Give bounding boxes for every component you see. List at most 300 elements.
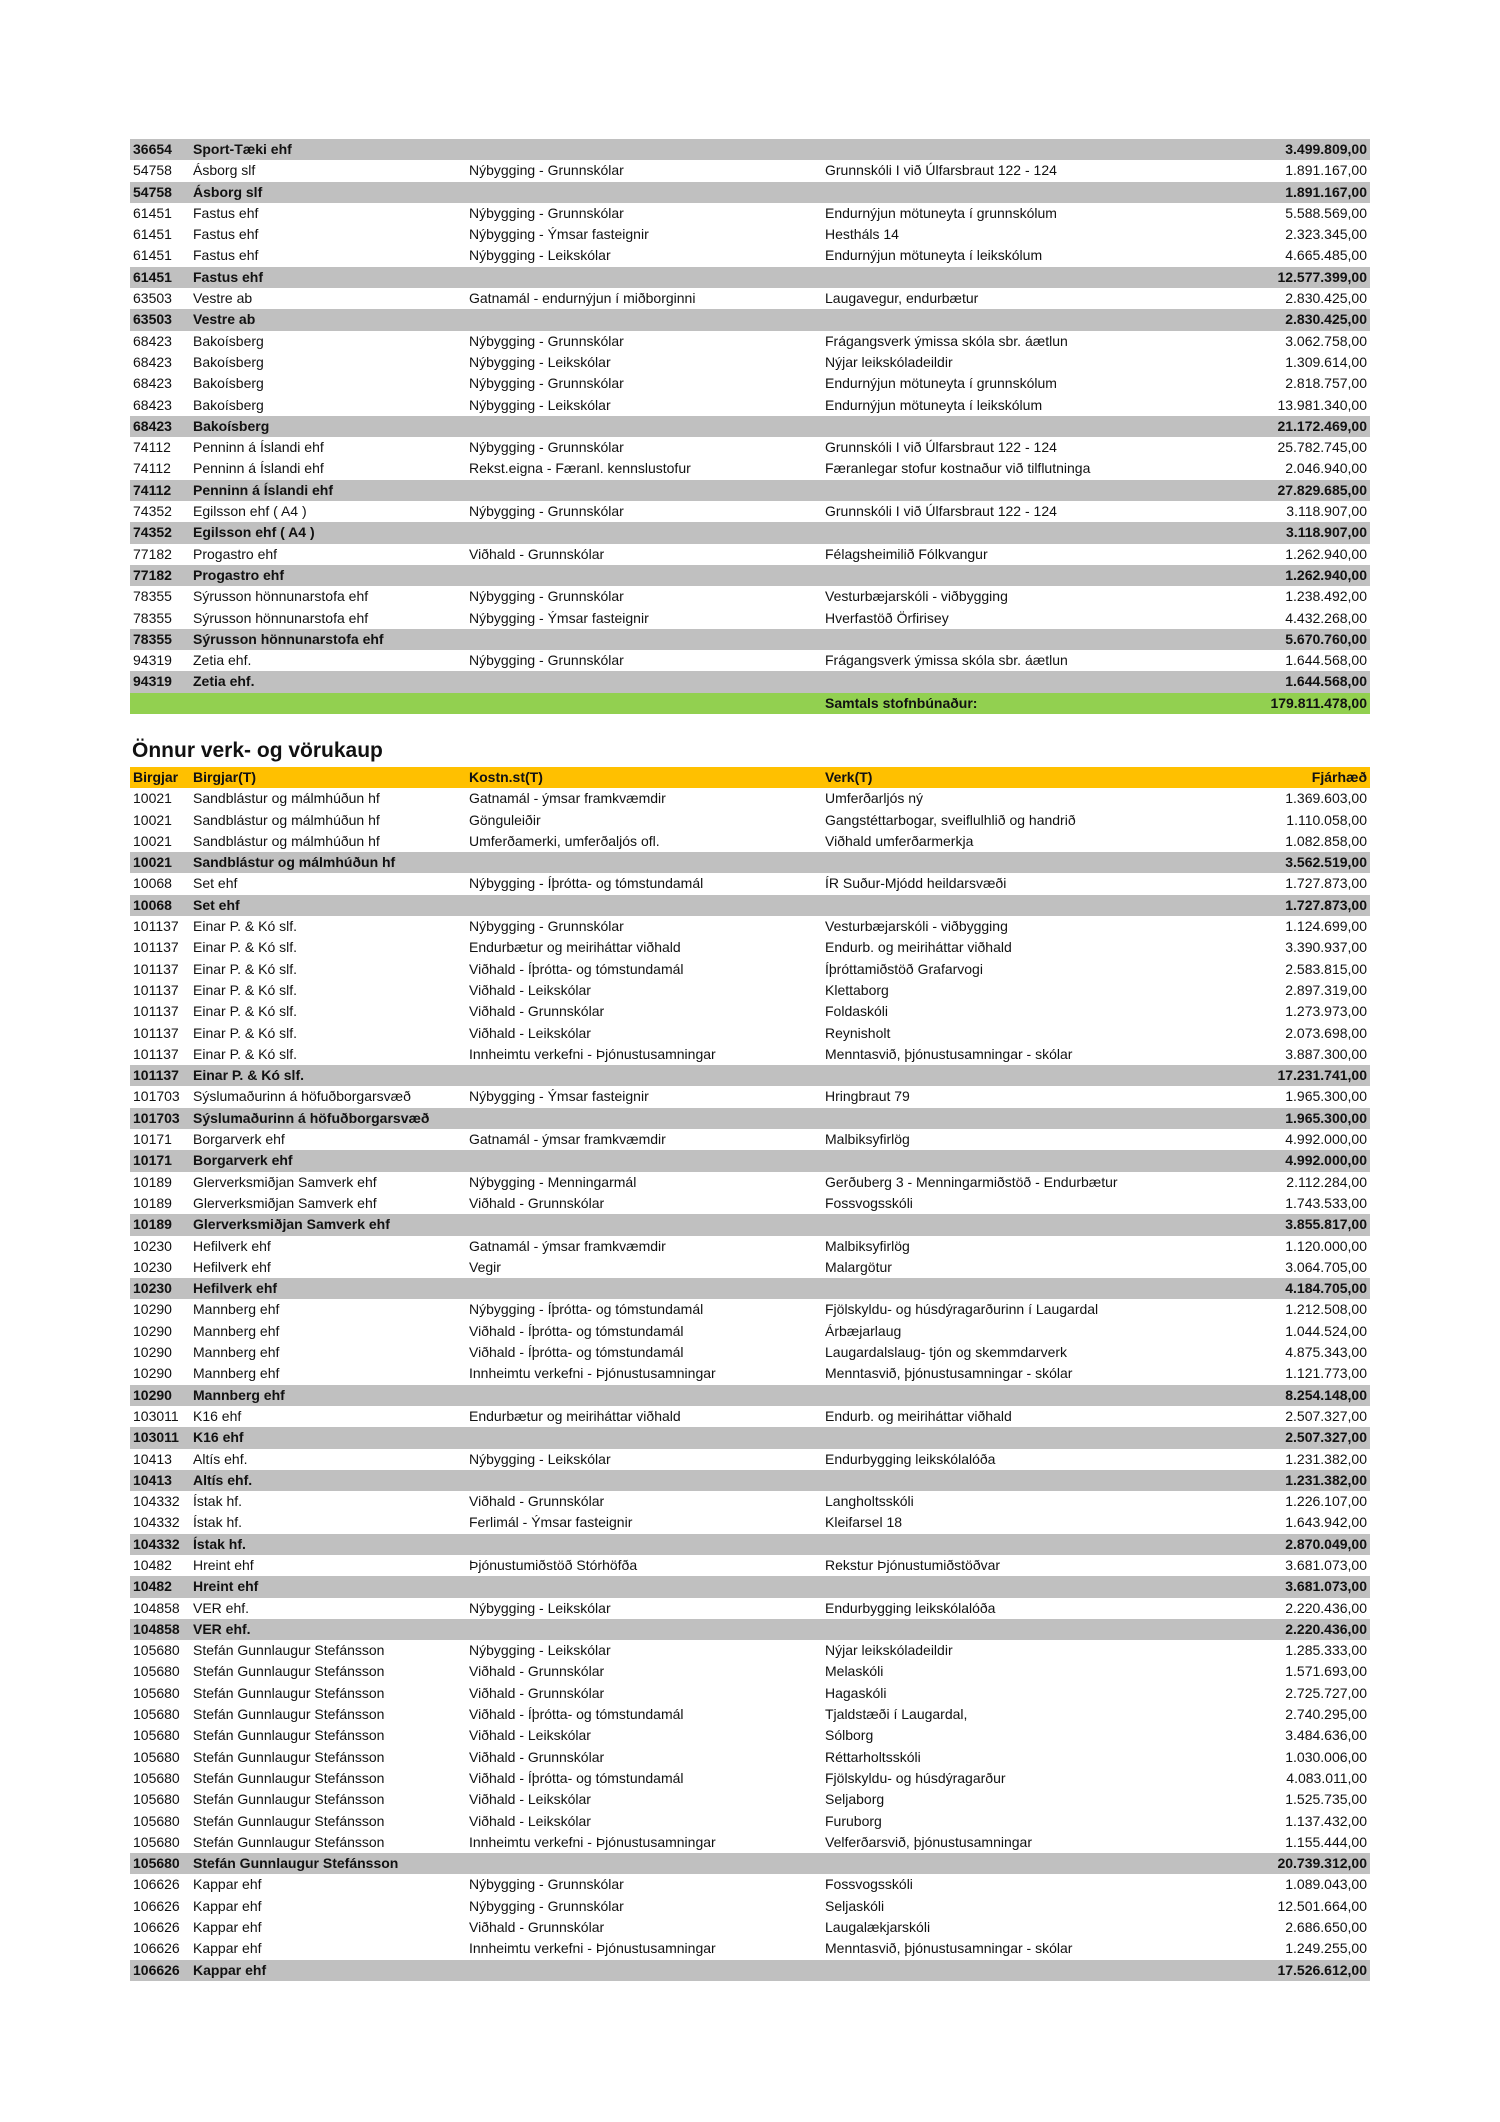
amount-cell: 1.309.614,00 (1285, 353, 1367, 370)
project-cell: Hestháls 14 (825, 226, 899, 243)
amount-cell: 1.273.973,00 (1285, 1003, 1367, 1020)
cost-center-cell: Nýbygging - Grunnskólar (469, 1897, 624, 1914)
amount-cell: 2.583.815,00 (1285, 960, 1367, 977)
cost-center-cell: Gatnamál - endurnýjun í miðborginni (469, 290, 696, 307)
vendor-name-cell: Stefán Gunnlaugur Stefánsson (190, 1853, 466, 1874)
cost-center-cell (466, 1853, 822, 1874)
vendor-name-cell: Kappar ehf (193, 1876, 262, 1893)
table-row (130, 1704, 1370, 1725)
vendor-name-cell: Kappar ehf (190, 1960, 466, 1981)
table-row (130, 1683, 1370, 1704)
cost-center-cell: Nýbygging - Grunnskólar (469, 439, 624, 456)
cost-center-cell: Endurbætur og meiriháttar viðhald (469, 939, 681, 956)
cost-center-cell: Umferðamerki, umferðaljós ofl. (469, 832, 660, 849)
cost-center-cell: Þjónustumiðstöð Stórhöfða (469, 1556, 638, 1573)
table-row (130, 937, 1370, 958)
vendor-id-cell: 10021 (133, 832, 172, 849)
vendor-name-cell: Fastus ehf (190, 267, 466, 288)
vendor-name-cell: Stefán Gunnlaugur Stefánsson (193, 1812, 385, 1829)
project-cell (822, 1065, 1248, 1086)
amount-cell: 1.262.940,00 (1248, 565, 1370, 586)
subtotal-row (130, 1576, 1370, 1597)
vendor-id-cell: 104858 (133, 1599, 180, 1616)
table-row (130, 959, 1370, 980)
vendor-id-cell: 94319 (130, 671, 190, 692)
cost-center-cell: Nýbygging - Grunnskólar (469, 1876, 624, 1893)
amount-cell: 4.665.485,00 (1285, 247, 1367, 264)
project-cell: Hagaskóli (825, 1684, 887, 1701)
subtotal-row (130, 309, 1370, 330)
vendor-name-cell: Sandblástur og málmhúðun hf (193, 832, 380, 849)
project-cell: Menntasvið, þjónustusamningar - skólar (825, 1365, 1073, 1382)
amount-cell: 1.571.693,00 (1285, 1663, 1367, 1680)
project-cell: Laugavegur, endurbætur (825, 290, 979, 307)
project-cell: Árbæjarlaug (825, 1322, 902, 1339)
cost-center-cell: Nýbygging - Ýmsar fasteignir (469, 226, 649, 243)
vendor-name-cell: Stefán Gunnlaugur Stefánsson (193, 1769, 385, 1786)
cost-center-cell (466, 671, 822, 692)
vendor-id-cell: 101137 (133, 939, 179, 956)
header-birgjar-t: Birgjar(T) (190, 767, 466, 788)
project-cell (822, 522, 1248, 543)
table-row (130, 1874, 1370, 1895)
vendor-id-cell: 10068 (130, 895, 190, 916)
vendor-id-cell: 106626 (130, 1960, 190, 1981)
cost-center-cell (466, 522, 822, 543)
vendor-name-cell: Einar P. & Kó slf. (193, 1045, 298, 1062)
cost-center-cell: Endurbætur og meiriháttar viðhald (469, 1407, 681, 1424)
vendor-name-cell: Einar P. & Kó slf. (193, 960, 298, 977)
project-cell: Hverfastöð Örfirisey (825, 609, 949, 626)
cost-center-cell: Nýbygging - Grunnskólar (469, 162, 624, 179)
cost-center-cell: Innheimtu verkefni - Þjónustusamningar (469, 1940, 716, 1957)
vendor-id-cell: 10482 (133, 1556, 172, 1573)
project-cell: Grunnskóli I við Úlfarsbraut 122 - 124 (825, 162, 1057, 179)
project-cell: Endurbygging leikskólalóða (825, 1599, 996, 1616)
project-cell: Reynisholt (825, 1024, 891, 1041)
vendor-name-cell: Einar P. & Kó slf. (193, 939, 298, 956)
vendor-name-cell: Zetia ehf. (193, 652, 252, 669)
project-cell: Malargötur (825, 1258, 892, 1275)
vendor-name-cell: Ásborg slf (190, 182, 466, 203)
vendor-id-cell: 101137 (133, 981, 179, 998)
header-kostnst-t: Kostn.st(T) (466, 767, 822, 788)
project-cell (822, 852, 1248, 873)
cost-center-cell (466, 480, 822, 501)
project-cell (822, 1214, 1248, 1235)
cost-center-cell: Gatnamál - ýmsar framkvæmdir (469, 1131, 666, 1148)
cost-center-cell (466, 267, 822, 288)
amount-cell: 1.044.524,00 (1285, 1322, 1367, 1339)
cost-center-cell: Innheimtu verkefni - Þjónustusamningar (469, 1833, 716, 1850)
cost-center-cell: Viðhald - Leikskólar (469, 981, 591, 998)
verk-og-vorukaup-table (130, 767, 1370, 1981)
vendor-id-cell: 10290 (130, 1385, 190, 1406)
amount-cell: 2.220.436,00 (1248, 1619, 1370, 1640)
amount-cell: 4.875.343,00 (1285, 1344, 1367, 1361)
vendor-id-cell: 54758 (133, 162, 172, 179)
cost-center-cell: Viðhald - Grunnskólar (469, 1919, 605, 1936)
table-row (130, 1449, 1370, 1470)
vendor-name-cell: Sandblástur og málmhúðun hf (193, 790, 380, 807)
project-cell: Íþróttamiðstöð Grafarvogi (825, 960, 983, 977)
cost-center-cell: Ferlimál - Ýmsar fasteignir (469, 1514, 633, 1531)
project-cell: Nýjar leikskóladeildir (825, 1642, 953, 1659)
table-row (130, 1917, 1370, 1938)
project-cell: Fjölskyldu- og húsdýragarðurinn í Laugardal (825, 1301, 1099, 1318)
vendor-id-cell: 74352 (133, 503, 172, 520)
cost-center-cell: Nýbygging - Grunnskólar (469, 204, 624, 221)
table-row (130, 224, 1370, 245)
table-row (130, 1598, 1370, 1619)
vendor-name-cell: Glerverksmiðjan Samverk ehf (190, 1214, 466, 1235)
amount-cell: 21.172.469,00 (1248, 416, 1370, 437)
table-row (130, 1768, 1370, 1789)
amount-cell: 4.432.268,00 (1285, 609, 1367, 626)
vendor-name-cell: Hreint ehf (190, 1576, 466, 1597)
table-row (130, 1044, 1370, 1065)
amount-cell: 1.238.492,00 (1285, 588, 1367, 605)
subtotal-row (130, 629, 1370, 650)
project-cell (822, 1427, 1248, 1448)
project-cell: Seljaskóli (825, 1897, 885, 1914)
vendor-id-cell: 10290 (133, 1365, 172, 1382)
table-row (130, 373, 1370, 394)
vendor-name-cell: Hefilverk ehf (193, 1237, 271, 1254)
project-cell: Gangstéttarbogar, sveiflulhlið og handrið (825, 811, 1076, 828)
vendor-id-cell: 101137 (133, 960, 179, 977)
vendor-name-cell: Progastro ehf (193, 545, 278, 562)
vendor-name-cell: Sandblástur og málmhúðun hf (193, 811, 380, 828)
project-cell: Furuborg (825, 1812, 882, 1829)
vendor-name-cell: Hefilverk ehf (193, 1258, 271, 1275)
table-row (130, 160, 1370, 181)
amount-cell: 1.644.568,00 (1285, 652, 1367, 669)
cost-center-cell (466, 309, 822, 330)
project-cell (822, 267, 1248, 288)
amount-cell: 8.254.148,00 (1248, 1385, 1370, 1406)
header-fjarhaed: Fjárhæð (1248, 767, 1370, 788)
project-cell: Endurnýjun mötuneyta í grunnskólum (825, 375, 1057, 392)
project-cell: Melaskóli (825, 1663, 884, 1680)
amount-cell: 1.030.006,00 (1285, 1748, 1367, 1765)
vendor-name-cell: Einar P. & Kó slf. (193, 981, 298, 998)
table-row (130, 1661, 1370, 1682)
project-cell: Félagsheimilið Fólkvangur (825, 545, 988, 562)
cost-center-cell (466, 852, 822, 873)
amount-cell: 2.740.295,00 (1285, 1706, 1367, 1723)
amount-cell: 2.897.319,00 (1285, 981, 1367, 998)
amount-cell: 3.681.073,00 (1248, 1576, 1370, 1597)
project-cell: Hringbraut 79 (825, 1088, 910, 1105)
project-cell: Endurb. og meiriháttar viðhald (825, 1407, 1012, 1424)
vendor-id-cell: 61451 (133, 226, 172, 243)
cost-center-cell: Nýbygging - Grunnskólar (469, 588, 624, 605)
cost-center-cell (466, 182, 822, 203)
vendor-id-cell: 10230 (130, 1278, 190, 1299)
table-row (130, 288, 1370, 309)
cost-center-cell (466, 1214, 822, 1235)
vendor-id-cell: 68423 (130, 416, 190, 437)
vendor-name-cell: Stefán Gunnlaugur Stefánsson (193, 1727, 385, 1744)
cost-center-cell (466, 629, 822, 650)
vendor-id-cell: 10290 (133, 1301, 172, 1318)
vendor-id-cell: 10230 (133, 1237, 172, 1254)
vendor-name-cell: K16 ehf (193, 1407, 242, 1424)
amount-cell: 3.118.907,00 (1248, 522, 1370, 543)
vendor-name-cell: Mannberg ehf (193, 1322, 280, 1339)
cost-center-cell (466, 1576, 822, 1597)
project-cell (822, 1534, 1248, 1555)
vendor-name-cell: Einar P. & Kó slf. (193, 1003, 298, 1020)
table-row (130, 873, 1370, 894)
project-cell (822, 895, 1248, 916)
vendor-name-cell: Bakoísberg (193, 375, 264, 392)
amount-cell: 20.739.312,00 (1248, 1853, 1370, 1874)
project-cell: Velferðarsvið, þjónustusamningar (825, 1833, 1033, 1850)
amount-cell: 1.525.735,00 (1285, 1791, 1367, 1808)
amount-cell: 4.184.705,00 (1248, 1278, 1370, 1299)
vendor-id-cell: 105680 (133, 1642, 180, 1659)
project-cell (822, 182, 1248, 203)
vendor-name-cell: Sport-Tæki ehf (190, 139, 466, 160)
vendor-id-cell: 10189 (130, 1214, 190, 1235)
subtotal-row (130, 522, 1370, 543)
project-cell: Kleifarsel 18 (825, 1514, 903, 1531)
project-cell (822, 1150, 1248, 1171)
vendor-name-cell: Stefán Gunnlaugur Stefánsson (193, 1833, 385, 1850)
project-cell: Frágangsverk ýmissa skóla sbr. áætlun (825, 332, 1068, 349)
amount-cell: 1.965.300,00 (1248, 1108, 1370, 1129)
subtotal-row (130, 1385, 1370, 1406)
table-row (130, 650, 1370, 671)
project-cell: Færanlegar stofur kostnaður við tilflutninga (825, 460, 1091, 477)
amount-cell: 1.089.043,00 (1285, 1876, 1367, 1893)
vendor-name-cell: Stefán Gunnlaugur Stefánsson (193, 1706, 385, 1723)
vendor-name-cell: Borgarverk ehf (190, 1150, 466, 1171)
cost-center-cell: Nýbygging - Leikskólar (469, 1642, 611, 1659)
amount-cell: 5.670.760,00 (1248, 629, 1370, 650)
vendor-id-cell: 54758 (130, 182, 190, 203)
table-row (130, 1363, 1370, 1384)
table-row (130, 544, 1370, 565)
amount-cell: 1.121.773,00 (1285, 1365, 1367, 1382)
project-cell: Laugalækjarskóli (825, 1919, 931, 1936)
project-cell: Foldaskóli (825, 1003, 889, 1020)
vendor-name-cell: Bakoísberg (193, 353, 264, 370)
project-cell (822, 629, 1248, 650)
vendor-id-cell: 105680 (133, 1684, 180, 1701)
project-cell (822, 309, 1248, 330)
project-cell: Frágangsverk ýmissa skóla sbr. áætlun (825, 652, 1068, 669)
subtotal-row (130, 895, 1370, 916)
vendor-id-cell: 63503 (133, 290, 172, 307)
table-row (130, 980, 1370, 1001)
table-row (130, 1086, 1370, 1107)
amount-cell: 1.891.167,00 (1248, 182, 1370, 203)
amount-cell: 13.981.340,00 (1277, 396, 1367, 413)
amount-cell: 1.965.300,00 (1285, 1088, 1367, 1105)
vendor-name-cell: Kappar ehf (193, 1897, 262, 1914)
vendor-id-cell: 101137 (130, 1065, 190, 1086)
amount-cell: 3.562.519,00 (1248, 852, 1370, 873)
vendor-id-cell: 10290 (133, 1322, 172, 1339)
vendor-name-cell: Vestre ab (193, 290, 253, 307)
subtotal-row (130, 671, 1370, 692)
vendor-id-cell: 101137 (133, 918, 179, 935)
project-cell: Endurnýjun mötuneyta í leikskólum (825, 396, 1043, 413)
project-cell: Langholtsskóli (825, 1493, 914, 1510)
table-row (130, 203, 1370, 224)
vendor-name-cell: Egilsson ehf ( A4 ) (193, 503, 307, 520)
vendor-name-cell: Glerverksmiðjan Samverk ehf (193, 1173, 377, 1190)
vendor-id-cell: 10021 (130, 852, 190, 873)
vendor-name-cell: Mannberg ehf (190, 1385, 466, 1406)
vendor-name-cell: Stefán Gunnlaugur Stefánsson (193, 1791, 385, 1808)
cost-center-cell: Nýbygging - Leikskólar (469, 247, 611, 264)
cost-center-cell: Viðhald - Íþrótta- og tómstundamál (469, 1769, 684, 1786)
vendor-id-cell: 74352 (130, 522, 190, 543)
vendor-id-cell: 104332 (133, 1493, 180, 1510)
table-row (130, 831, 1370, 852)
table-header-row (130, 767, 1370, 788)
project-cell: Grunnskóli I við Úlfarsbraut 122 - 124 (825, 503, 1057, 520)
vendor-id-cell: 10413 (130, 1470, 190, 1491)
cost-center-cell: Viðhald - Leikskólar (469, 1812, 591, 1829)
cost-center-cell: Viðhald - Grunnskólar (469, 1663, 605, 1680)
vendor-name-cell: Kappar ehf (193, 1940, 262, 1957)
cost-center-cell (466, 1278, 822, 1299)
amount-cell: 4.992.000,00 (1285, 1131, 1367, 1148)
project-cell: Seljaborg (825, 1791, 885, 1808)
amount-cell: 1.231.382,00 (1248, 1470, 1370, 1491)
cost-center-cell (466, 1960, 822, 1981)
amount-cell: 1.727.873,00 (1285, 875, 1367, 892)
amount-cell: 2.830.425,00 (1248, 309, 1370, 330)
vendor-id-cell: 106626 (133, 1940, 180, 1957)
cost-center-cell (466, 1385, 822, 1406)
amount-cell: 179.811.478,00 (1248, 693, 1370, 714)
vendor-id-cell: 10189 (133, 1194, 172, 1211)
project-cell (822, 1278, 1248, 1299)
vendor-name-cell: Vestre ab (190, 309, 466, 330)
table-row (130, 1129, 1370, 1150)
project-cell (822, 139, 1248, 160)
cost-center-cell (466, 1619, 822, 1640)
cost-center-cell: Nýbygging - Grunnskólar (469, 652, 624, 669)
subtotal-row (130, 1427, 1370, 1448)
amount-cell: 4.992.000,00 (1248, 1150, 1370, 1171)
vendor-name-cell: Bakoísberg (193, 332, 264, 349)
cost-center-cell: Viðhald - Leikskólar (469, 1791, 591, 1808)
amount-cell: 1.743.533,00 (1285, 1194, 1367, 1211)
project-cell: Malbiksyfirlög (825, 1237, 910, 1254)
subtotal-row (130, 1960, 1370, 1981)
vendor-name-cell: Progastro ehf (190, 565, 466, 586)
table-row (130, 501, 1370, 522)
vendor-name-cell: Bakoísberg (190, 416, 466, 437)
amount-cell: 1.285.333,00 (1285, 1642, 1367, 1659)
vendor-id-cell: 68423 (133, 332, 172, 349)
amount-cell: 3.855.817,00 (1248, 1214, 1370, 1235)
vendor-id-cell: 101137 (133, 1045, 179, 1062)
project-cell: Endurnýjun mötuneyta í leikskólum (825, 247, 1043, 264)
amount-cell: 25.782.745,00 (1277, 439, 1367, 456)
vendor-name-cell: Zetia ehf. (190, 671, 466, 692)
project-cell: Réttarholtsskóli (825, 1748, 921, 1765)
table-row (130, 352, 1370, 373)
vendor-name-cell: Hreint ehf (193, 1556, 254, 1573)
project-cell (822, 1853, 1248, 1874)
table-row (130, 810, 1370, 831)
vendor-name-cell: Sýslumaðurinn á höfuðborgarsvæð (193, 1088, 411, 1105)
subtotal-row (130, 1065, 1370, 1086)
vendor-id-cell: 105680 (133, 1748, 180, 1765)
vendor-id-cell: 101703 (130, 1108, 190, 1129)
cost-center-cell (466, 416, 822, 437)
subtotal-row (130, 1214, 1370, 1235)
table-row (130, 245, 1370, 266)
amount-cell: 1.644.568,00 (1248, 671, 1370, 692)
amount-cell: 4.083.011,00 (1286, 1769, 1367, 1786)
vendor-id-cell: 94319 (133, 652, 172, 669)
cost-center-cell (466, 693, 822, 714)
vendor-name-cell: Penninn á Íslandi ehf (193, 439, 324, 456)
vendor-name-cell: Mannberg ehf (193, 1365, 280, 1382)
subtotal-row (130, 1534, 1370, 1555)
cost-center-cell: Rekst.eigna - Færanl. kennslustofur (469, 460, 691, 477)
cost-center-cell: Innheimtu verkefni - Þjónustusamningar (469, 1365, 716, 1382)
vendor-name-cell: K16 ehf (190, 1427, 466, 1448)
vendor-id-cell: 61451 (130, 267, 190, 288)
table-row (130, 395, 1370, 416)
amount-cell: 2.507.327,00 (1285, 1407, 1367, 1424)
cost-center-cell: Viðhald - Grunnskólar (469, 545, 605, 562)
vendor-name-cell: VER ehf. (190, 1619, 466, 1640)
amount-cell: 1.891.167,00 (1285, 162, 1367, 179)
vendor-id-cell: 78355 (133, 588, 172, 605)
amount-cell: 1.643.942,00 (1285, 1514, 1367, 1531)
vendor-name-cell: Einar P. & Kó slf. (190, 1065, 466, 1086)
vendor-name-cell: Einar P. & Kó slf. (193, 918, 298, 935)
table-row (130, 1747, 1370, 1768)
amount-cell: 1.137.432,00 (1285, 1812, 1367, 1829)
amount-cell: 3.062.758,00 (1285, 332, 1367, 349)
subtotal-row (130, 416, 1370, 437)
vendor-id-cell: 101703 (133, 1088, 180, 1105)
cost-center-cell: Gönguleiðir (469, 811, 541, 828)
amount-cell: 12.501.664,00 (1277, 1897, 1367, 1914)
vendor-id-cell: 61451 (133, 247, 172, 264)
cost-center-cell: Viðhald - Grunnskólar (469, 1194, 605, 1211)
vendor-name-cell: Sandblástur og málmhúðun hf (190, 852, 466, 873)
subtotal-row (130, 1108, 1370, 1129)
vendor-id-cell: 74112 (133, 460, 171, 477)
vendor-name-cell: Mannberg ehf (193, 1301, 280, 1318)
cost-center-cell: Viðhald - Leikskólar (469, 1727, 591, 1744)
cost-center-cell (466, 1065, 822, 1086)
grand-total-row (130, 693, 1370, 714)
vendor-id-cell: 10413 (133, 1450, 172, 1467)
amount-cell: 3.484.636,00 (1285, 1727, 1367, 1744)
cost-center-cell: Viðhald - Íþrótta- og tómstundamál (469, 1706, 684, 1723)
cost-center-cell: Gatnamál - ýmsar framkvæmdir (469, 1237, 666, 1254)
cost-center-cell: Nýbygging - Grunnskólar (469, 503, 624, 520)
project-cell: Malbiksyfirlög (825, 1131, 910, 1148)
vendor-id-cell: 63503 (130, 309, 190, 330)
vendor-id-cell: 106626 (133, 1897, 180, 1914)
vendor-id-cell: 68423 (133, 353, 172, 370)
